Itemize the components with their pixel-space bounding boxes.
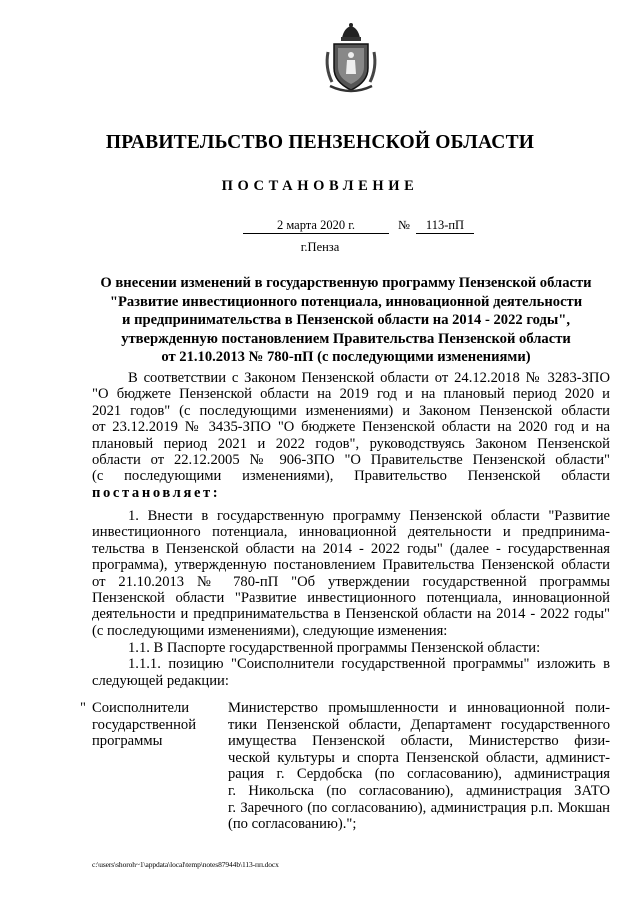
text-line: деятельности и предпринимательства в Пензенской области на 2014 - 2022 годы" — [92, 606, 610, 623]
text-line: Министерство промышленности и инновационной поли- — [228, 700, 610, 716]
document-type: ПОСТАНОВЛЕНИЕ — [221, 178, 419, 194]
text-line: от 23.12.2019 № 3435-ЗПО "О бюджете Пензенской области на 2020 год и на — [92, 419, 610, 436]
text-line: В соответствии с Законом Пензенской области от 24.12.2018 № 3283-ЗПО — [128, 370, 610, 386]
text-line: Пензенской области "Развитие инвестиционного потенциала, инновационной — [92, 590, 610, 607]
label-line: программы — [92, 733, 163, 750]
resolves-word: постановляет: — [92, 484, 221, 501]
text-line: плановый период 2021 и 2022 годов", руководствуясь Законом Пензенской — [92, 435, 610, 452]
text-line: следующей редакции: — [92, 672, 229, 689]
text-line: программа), утвержденную постановлением Правительства Пензенской области — [92, 557, 610, 574]
open-quote: " — [80, 700, 86, 716]
number-sign: № — [398, 218, 410, 232]
subject-line: "Развитие инвестиционного потенциала, инновационной деятельности — [109, 293, 583, 310]
text-line: (с последующими изменениями), Правительство Пензенской области — [92, 468, 610, 485]
text-line: г. Никольска (по согласованию), администрация ЗАТО — [228, 782, 610, 799]
table-label-cell — [92, 700, 212, 750]
subject-line: от 21.10.2013 № 780-пП (с последующими изменениями) — [161, 349, 531, 366]
subject-line: О внесении изменений в государственную программу Пензенской области — [100, 275, 592, 291]
text-line: "О бюджете Пензенской области на 2019 год и на плановый период 2020 и — [92, 386, 610, 403]
text-line: от 21.10.2013 № 780-пП "Об утверждении государственной программы — [92, 573, 610, 590]
text-line: 1. Внести в государственную программу Пензенской области "Развитие — [128, 508, 610, 524]
text-line: 2021 годов" (с последующими изменениями) и Законом Пензенской области — [92, 402, 610, 419]
text-line: тики Пензенской области, Департамент государственного — [228, 716, 610, 733]
text-line: ческой культуры и спорта Пензенской области, админист- — [228, 749, 610, 766]
subject-line: утвержденную постановлением Правительства Пензенской области — [121, 330, 571, 347]
table-value-cell — [228, 700, 610, 833]
document-date: 2 марта 2020 г. — [243, 217, 389, 234]
text-line: имущества Пензенской области, Министерство физи- — [228, 733, 610, 750]
item-1-paragraph — [92, 508, 610, 639]
text-line: г. Заречного (по согласованию), администрация р.п. Мокшан — [228, 799, 610, 816]
text-line: рация г. Сердобска (по согласованию), администрация — [228, 766, 610, 783]
text-line: области от 22.12.2005 № 906-ЗПО "О Правительстве Пензенской области" — [92, 452, 610, 469]
file-path-footer: c:\users\shoroh~1\appdata\local\temp\notes87944b\113-пп.docx — [92, 860, 279, 869]
label-line: Соисполнители — [92, 700, 190, 716]
item-1-1-paragraph — [92, 640, 610, 689]
text-line: инвестиционного потенциала, инновационной деятельности и предпринима- — [92, 524, 610, 541]
subject-line: и предпринимательства в Пензенской области на 2014 - 2022 годы", — [122, 312, 570, 329]
government-title: ПРАВИТЕЛЬСТВО ПЕНЗЕНСКОЙ ОБЛАСТИ — [105, 132, 535, 153]
document-number: 113-пП — [416, 217, 474, 234]
text-line: тельства в Пензенской области на 2014 - 2022 годы" (далее - государственная — [92, 540, 610, 557]
city: г.Пенза — [300, 240, 340, 254]
text-line: (по согласованию)."; — [228, 816, 357, 833]
text-line: 1.1.1. позицию "Соисполнители государственной программы" изложить в — [128, 656, 610, 673]
coat-of-arms-icon — [322, 22, 380, 94]
text-line: 1.1. В Паспорте государственной программы Пензенской области: — [128, 640, 541, 656]
text-line: (с последующими изменениями), следующие изменения: — [92, 622, 448, 639]
preamble-paragraph — [92, 370, 610, 501]
label-line: государственной — [92, 716, 197, 733]
document-subject — [60, 274, 640, 367]
